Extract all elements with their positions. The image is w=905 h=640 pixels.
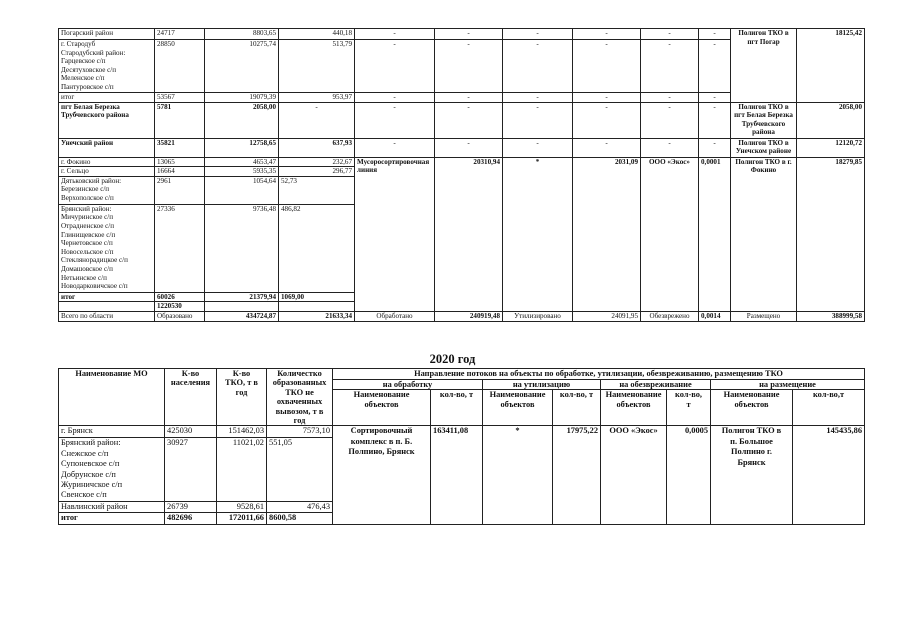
header-line: Наименование xyxy=(489,390,546,400)
place-line: Полигон ТКО в г. xyxy=(735,157,792,166)
table-row xyxy=(59,138,865,157)
neutr-object-cell: - xyxy=(641,29,699,40)
place-qty-cell: 145435,86 xyxy=(793,426,865,524)
tko-cell: 4653,47 xyxy=(205,157,279,167)
table-row xyxy=(59,29,865,40)
uncovered-volume-cell: 486,82 xyxy=(279,204,355,292)
proc-qty-cell: - xyxy=(435,29,503,40)
mo-name-multiline xyxy=(59,204,155,292)
waste-flow-table-previous xyxy=(58,28,865,322)
neutr-qty-cell: 0,0005 xyxy=(667,426,711,524)
util-object-cell: - xyxy=(503,102,573,138)
util-object-cell: - xyxy=(503,138,573,157)
uncovered-volume-cell: 513,79 xyxy=(279,40,355,93)
table-row xyxy=(59,311,865,321)
tko-cell: 8803,65 xyxy=(205,29,279,40)
neutr-qty-cell: - xyxy=(699,40,731,93)
mo-line: Трубчевского района xyxy=(61,111,129,120)
population-cell: 60026 xyxy=(155,292,205,302)
tko-cell: 1054,64 xyxy=(205,176,279,204)
uncovered-volume-cell: 440,18 xyxy=(279,29,355,40)
header-neutralization: на обезвреживание xyxy=(601,379,711,390)
empty-cell xyxy=(59,302,155,312)
header-line: объектов xyxy=(734,399,769,409)
mo-line: Пантуровское с/п xyxy=(61,82,114,91)
header-line: объектов xyxy=(616,399,651,409)
util-object-cell: * xyxy=(483,426,553,524)
mo-name: итог xyxy=(59,93,155,103)
header-line: Количестко xyxy=(277,369,322,378)
population-cell: 5781 xyxy=(155,102,205,138)
header-line: Наименование xyxy=(605,390,662,400)
mo-line: Отрадненское с/п xyxy=(61,221,115,230)
population-cell: 24717 xyxy=(155,29,205,40)
header-object-name xyxy=(711,390,793,426)
empty-cell xyxy=(205,302,279,312)
uncovered-volume-cell: 476,43 xyxy=(267,501,333,512)
header-quantity: кол-во, т xyxy=(431,390,483,426)
util-object-cell: - xyxy=(503,93,573,103)
uncovered-volume-cell: 551,05 xyxy=(267,438,333,501)
mo-name: итог xyxy=(59,513,165,524)
place-qty-cell: 12120,72 xyxy=(797,138,865,157)
population-cell: 35821 xyxy=(155,138,205,157)
header-line: т xyxy=(686,399,691,409)
proc-object-cell: - xyxy=(355,93,435,103)
header-line: год xyxy=(235,387,248,397)
mo-line: Стародубский район: xyxy=(61,48,126,57)
proc-line: Мусоросортировочная xyxy=(357,157,430,166)
population-cell: 1220530 xyxy=(155,302,205,312)
proc-object-cell xyxy=(355,157,435,311)
proc-object-cell: - xyxy=(355,29,435,40)
mo-line: Брянский район: xyxy=(61,438,121,448)
neutr-qty-cell: - xyxy=(699,102,731,138)
place-qty-cell: 18279,85 xyxy=(797,157,865,311)
header-row xyxy=(59,369,865,380)
proc-total-label: Обработано xyxy=(355,311,435,321)
header-line: объектов xyxy=(500,399,535,409)
header-object-name xyxy=(601,390,667,426)
neutr-object-cell: - xyxy=(641,93,699,103)
header-line: К-во xyxy=(181,369,200,378)
header-mo: Наименование МО xyxy=(59,369,165,426)
place-object-cell xyxy=(711,426,793,524)
header-line: ТКО не xyxy=(285,387,314,397)
neutr-qty-cell: - xyxy=(699,138,731,157)
population-cell: 16664 xyxy=(155,167,205,177)
neutr-qty-cell: 0,0014 xyxy=(699,311,731,321)
place-line: Полпино г. xyxy=(731,447,772,457)
util-object-cell: * xyxy=(503,157,573,311)
header-tko xyxy=(217,369,267,426)
uncovered-volume-cell: 637,93 xyxy=(279,138,355,157)
proc-line: комплекс в п. Б. xyxy=(350,436,413,446)
mo-name-multiline xyxy=(59,438,165,501)
proc-object-cell xyxy=(333,426,431,524)
mo-line: Журиничское с/п xyxy=(61,480,123,490)
header-line: охваченных xyxy=(276,397,323,407)
mo-line: Домашовское с/п xyxy=(61,264,113,273)
place-object-cell: Полигон ТКО в пгт Погар xyxy=(731,29,797,103)
population-cell: 2961 xyxy=(155,176,205,204)
mo-line: Березинское с/п xyxy=(61,185,110,194)
population-cell: 30927 xyxy=(165,438,217,501)
uncovered-volume-cell: 296,77 xyxy=(279,167,355,177)
neutr-object-cell: - xyxy=(641,102,699,138)
tko-cell: 9528,61 xyxy=(217,501,267,512)
proc-qty-cell: - xyxy=(435,40,503,93)
util-qty-cell: - xyxy=(573,29,641,40)
proc-object-cell: - xyxy=(355,102,435,138)
header-line: объектов xyxy=(364,399,399,409)
tko-cell: 19079,39 xyxy=(205,93,279,103)
mo-name-multiline xyxy=(59,102,155,138)
mo-line: Гарцевское с/п xyxy=(61,57,106,66)
tko-cell: 12758,65 xyxy=(205,138,279,157)
place-line: Полигон ТКО в xyxy=(721,426,782,436)
mo-name: г. Сельцо xyxy=(59,167,155,177)
mo-line: Меленское с/п xyxy=(61,74,105,83)
place-line: района xyxy=(752,128,775,137)
table-row xyxy=(59,157,865,167)
mo-line: Нетьинское с/п xyxy=(61,273,107,282)
mo-name: Всего по области xyxy=(59,311,155,321)
empty-cell xyxy=(279,302,355,312)
proc-line: Сортировочный xyxy=(350,426,413,436)
population-cell: 425030 xyxy=(165,426,217,438)
place-object-cell xyxy=(731,102,797,138)
mo-line: пгт Белая Березка xyxy=(61,102,120,111)
mo-line: Снежское с/п xyxy=(61,448,109,458)
tko-cell: 9736,48 xyxy=(205,204,279,292)
uncovered-volume-cell: - xyxy=(279,102,355,138)
neutr-total-label: Обезврежено xyxy=(641,311,699,321)
mo-name-multiline xyxy=(59,40,155,93)
place-line: Полигон ТКО в xyxy=(738,102,789,111)
place-line: Брянск xyxy=(737,457,766,467)
population-cell: 53567 xyxy=(155,93,205,103)
population-cell: 27336 xyxy=(155,204,205,292)
tko-cell: 151462,03 xyxy=(217,426,267,438)
header-line: Наименование xyxy=(723,390,780,400)
place-qty-cell: 18125,42 xyxy=(797,29,865,103)
util-qty-cell: - xyxy=(573,93,641,103)
tko-cell: 2058,00 xyxy=(205,102,279,138)
proc-qty-cell: 240919,48 xyxy=(435,311,503,321)
mo-line: Новосельское с/п xyxy=(61,247,114,256)
header-utilization: на утилизацию xyxy=(483,379,601,390)
util-total-label: Утилизировано xyxy=(503,311,573,321)
util-qty-cell: 17975,22 xyxy=(553,426,601,524)
mo-line: Стеклянорадицкое с/п xyxy=(61,256,128,265)
tko-cell: 434724,87 xyxy=(205,311,279,321)
mo-line: Свенское с/п xyxy=(61,490,107,500)
neutr-qty-cell: - xyxy=(699,93,731,103)
mo-line: Мичуринское с/п xyxy=(61,213,114,222)
neutr-object-cell: - xyxy=(641,138,699,157)
util-object-cell: - xyxy=(503,29,573,40)
table-row xyxy=(59,102,865,138)
mo-line: Десятуховское с/п xyxy=(61,65,117,74)
proc-qty-cell: - xyxy=(435,102,503,138)
header-direction: Направление потоков на объекты по обработке, утилизации, обезвреживанию, размещению ТКО xyxy=(333,369,865,380)
mo-name: г. Брянск xyxy=(59,426,165,438)
tko-cell: 11021,02 xyxy=(217,438,267,501)
mo-line: Добрунское с/п xyxy=(61,469,116,479)
tko-cell: 5935,35 xyxy=(205,167,279,177)
header-quantity: кол-во,т xyxy=(793,390,865,426)
neutr-object-cell: - xyxy=(641,40,699,93)
neutr-object-cell: ООО «Экос» xyxy=(641,157,699,311)
place-line: пгт Белая Березка xyxy=(734,111,793,120)
mo-line: Новодарковичское с/п xyxy=(61,282,128,291)
uncovered-volume-cell: 232,67 xyxy=(279,157,355,167)
place-qty-cell: 2058,00 xyxy=(797,102,865,138)
proc-qty-cell: - xyxy=(435,93,503,103)
proc-line: линия xyxy=(357,166,378,175)
place-line: Унечском районе xyxy=(735,147,792,156)
tko-cell: 172011,66 xyxy=(217,513,267,524)
uncovered-volume-cell: 8600,58 xyxy=(267,513,333,524)
mo-name: г. Фокино xyxy=(59,157,155,167)
header-population xyxy=(165,369,217,426)
util-qty-cell: - xyxy=(573,138,641,157)
year-title: 2020 год xyxy=(429,352,476,366)
mo-line: Брянский район: xyxy=(61,204,112,213)
mo-name: Унечский район xyxy=(59,138,155,157)
header-line: год xyxy=(293,416,306,426)
proc-line: Полпино, Брянск xyxy=(348,447,415,457)
header-uncovered xyxy=(267,369,333,426)
uncovered-volume-cell: 7573,10 xyxy=(267,426,333,438)
header-object-name xyxy=(333,390,431,426)
neutr-qty-cell: 0,0001 xyxy=(699,157,731,311)
mo-name-multiline xyxy=(59,176,155,204)
tko-cell: 21379,94 xyxy=(205,292,279,302)
proc-qty-cell: - xyxy=(435,138,503,157)
mo-line: Верхополское с/п xyxy=(61,193,114,202)
mo-line: Супоневское с/п xyxy=(61,459,120,469)
place-object-cell xyxy=(731,138,797,157)
place-line: Фокино xyxy=(750,166,777,175)
population-cell: 26739 xyxy=(165,501,217,512)
neutr-object-cell: ООО «Экос» xyxy=(601,426,667,524)
header-line: населения xyxy=(170,378,211,388)
header-placement: на размещение xyxy=(711,379,865,390)
mo-name: Навлинский район xyxy=(59,501,165,512)
place-line: п. Большое xyxy=(730,436,773,446)
header-quantity: кол-во, т xyxy=(553,390,601,426)
header-line: образованных xyxy=(272,378,327,388)
mo-line: Глинищевское с/п xyxy=(61,230,116,239)
total-label: Образовано xyxy=(155,311,205,321)
population-cell: 13065 xyxy=(155,157,205,167)
header-line: ТКО, т в xyxy=(225,378,258,388)
util-qty-cell: 2031,09 xyxy=(573,157,641,311)
uncovered-volume-cell: 1069,00 xyxy=(279,292,355,302)
uncovered-volume-cell: 52,73 xyxy=(279,176,355,204)
table-row xyxy=(59,426,865,438)
mo-line: Чернетовское с/п xyxy=(61,239,113,248)
mo-line: г. Стародуб xyxy=(61,40,96,48)
util-object-cell: - xyxy=(503,40,573,93)
neutr-qty-cell: - xyxy=(699,29,731,40)
uncovered-volume-cell: 21633,34 xyxy=(279,311,355,321)
population-cell: 28850 xyxy=(155,40,205,93)
place-object-cell xyxy=(731,157,797,311)
header-object-name xyxy=(483,390,553,426)
header-line: К-во xyxy=(232,369,251,378)
uncovered-volume-cell: 953,97 xyxy=(279,93,355,103)
mo-line: Дятьковский район: xyxy=(61,176,122,185)
header-line: кол-во, xyxy=(674,390,703,400)
util-qty-cell: 24091,95 xyxy=(573,311,641,321)
place-line: Полигон ТКО в xyxy=(738,138,789,147)
proc-qty-cell: 163411,08 xyxy=(431,426,483,524)
waste-flow-table-2020 xyxy=(58,368,865,525)
header-quantity xyxy=(667,390,711,426)
proc-object-cell: - xyxy=(355,138,435,157)
proc-object-cell: - xyxy=(355,40,435,93)
util-qty-cell: - xyxy=(573,102,641,138)
place-qty-cell: 388999,58 xyxy=(797,311,865,321)
population-cell: 482696 xyxy=(165,513,217,524)
mo-name: итог xyxy=(59,292,155,302)
proc-qty-cell: 20310,94 xyxy=(435,157,503,311)
header-line: вывозом, т в xyxy=(275,406,324,416)
place-line: Трубчевского xyxy=(741,119,786,128)
util-qty-cell: - xyxy=(573,40,641,93)
header-line: Наименование xyxy=(353,390,410,400)
place-total-label: Размещено xyxy=(731,311,797,321)
mo-name: Погарский район xyxy=(59,29,155,40)
header-processing: на обработку xyxy=(333,379,483,390)
tko-cell: 10275,74 xyxy=(205,40,279,93)
